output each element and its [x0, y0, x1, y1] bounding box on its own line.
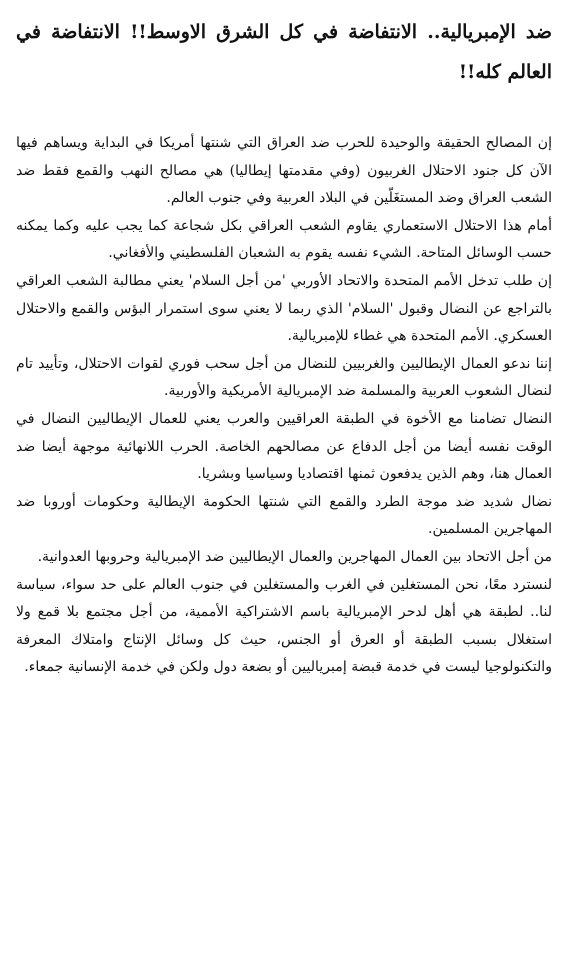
- paragraph-solidarity: النضال تضامنا مع الأخوة في الطبقة العراقيين والعرب يعني للعمال الإيطاليين النضال في الوقت نفسه أيضا من أجل الدفاع عن مصالحهم الخاصة. الحرب اللانهائية موجهة أيضا ضد العمال هنا، وهم الذين يدفعون ثمنها اقتصاديا وسياسيا وبشريا.: [16, 410, 552, 483]
- paragraph-call-to-workers: إننا ندعو العمال الإيطاليين والغربيين للنضال من أجل سحب فوري لقوات الاحتلال، وتأييد تام لنضال الشعوب العربية والمسلمة ضد الإمبريالية الأمريكية والأوربية.: [16, 355, 552, 400]
- document-body: [16, 130, 552, 682]
- paragraph-against-repression: نضال شديد ضد موجة الطرد والقمع التي شنتها الحكومة الإيطالية وحكومات أوروبا ضد المهاجرين المسلمين.: [16, 493, 552, 538]
- paragraph-closing-call: لنسترد معًا، نحن المستغلين في الغرب والمستغلين في جنوب العالم على حد سواء، سياسة لنا.. لطبقة هي أهل لدحر الإمبريالية باسم الاشتراكية الأممية، من أجل مجتمع بلا قمع ولا استغلال بسبب الطبقة أو العرق أو الجنس، حيث كل وسائل الإنتاج وامتلاك المعرفة والتكنولوجيا ليست في خدمة قبضة إمبرياليين أو بضعة دول ولكن في خدمة الإنسانية جمعاء.: [16, 576, 552, 676]
- paragraph-war-interests: إن المصالح الحقيقة والوحيدة للحرب ضد العراق التي شنتها أمريكا في البداية ويساهم فيها الآن كل جنود الاحتلال الغربيون (وفي مقدمتها إيطاليا) هي مصالح النهب والقمع فقط ضد الشعب العراق وضد المستغَلّين في البلاد العربية وفي جنوب العالم.: [16, 135, 552, 207]
- document-heading: ضد الإمبريالية.. الانتفاضة في كل الشرق الاوسط!! الانتفاضة في العالم كله!!: [16, 21, 552, 83]
- paragraph-iraqi-resistance: أمام هذا الاحتلال الاستعماري يقاوم الشعب العراقي بكل شجاعة كما يجب عليه وكما يمكنه حسب الوسائل المتاحة. الشيء نفسه يقوم به الشعبان الفلسطيني والأفغاني.: [16, 217, 552, 262]
- paragraph-workers-unity: من أجل الاتحاد بين العمال المهاجرين والعمال الإيطاليين ضد الإمبريالية وحروبها العدوانية.: [37, 548, 552, 565]
- paragraph-un-intervention: إن طلب تدخل الأمم المتحدة والاتحاد الأوربي 'من أجل السلام' يعني مطالبة الشعب العراقي بالتراجع عن النضال وقبول 'السلام' الذي ربما لا يعني سوى استمرار البؤس والقمع والاحتلال العسكري. الأمم المتحدة هي غطاء للإمبريالية.: [16, 272, 552, 345]
